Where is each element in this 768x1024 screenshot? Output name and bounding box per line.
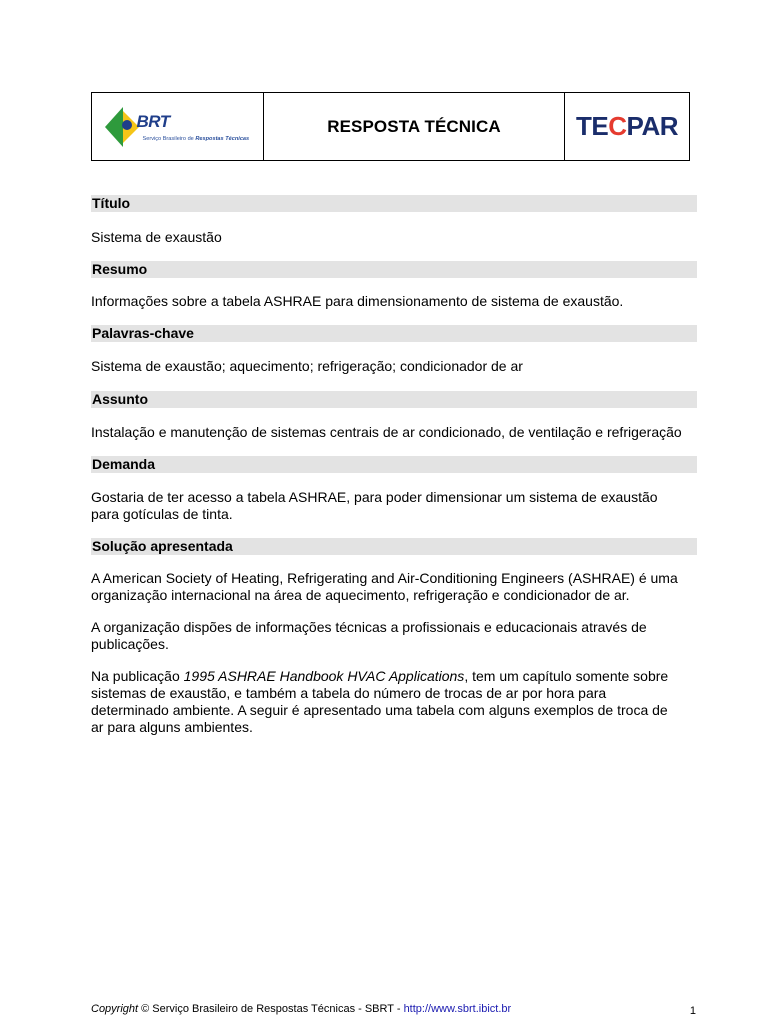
section-heading-demanda: Demanda — [91, 456, 697, 473]
solucao-p3-line3: determinado ambiente. A seguir é apresentado uma tabela com alguns exemplos de troca de — [91, 702, 668, 718]
solucao-p3-line2: sistemas de exaustão, e também a tabela do número de trocas de ar por hora para — [91, 685, 607, 701]
tecpar-logo: TECPAR — [576, 111, 678, 141]
book-title: 1995 ASHRAE Handbook HVAC Applications — [183, 668, 465, 684]
solucao-p2-line2: publicações. — [91, 636, 169, 652]
header-title-cell — [264, 93, 565, 160]
section-heading-palavras-chave: Palavras-chave — [91, 325, 697, 342]
sbrt-logo — [103, 105, 253, 149]
section-text-demanda-line1: Gostaria de ter acesso a tabela ASHRAE, para poder dimensionar um sistema de exaustão — [91, 489, 658, 505]
section-text-titulo: Sistema de exaustão — [91, 229, 222, 245]
section-heading-resumo: Resumo — [91, 261, 697, 278]
copyright-label: Copyright — [91, 1003, 139, 1015]
footer — [91, 1003, 697, 1015]
footer-text: © Serviço Brasileiro de Respostas Técnicas - SBRT - — [138, 1003, 404, 1015]
section-heading-assunto: Assunto — [91, 391, 697, 408]
section-text-assunto: Instalação e manutenção de sistemas centrais de ar condicionado, de ventilação e refrigeração — [91, 424, 682, 440]
sbrt-letters: BRT — [136, 111, 170, 131]
document-body — [91, 195, 697, 736]
section-text-palavras-chave: Sistema de exaustão; aquecimento; refrigeração; condicionador de ar — [91, 358, 523, 374]
section-heading-solucao: Solução apresentada — [91, 538, 697, 555]
page-title: RESPOSTA TÉCNICA — [327, 116, 501, 136]
sbrt-subtitle: Serviço Brasileiro de Respostas Técnicas — [142, 135, 250, 142]
solucao-p3-line4: ar para alguns ambientes. — [91, 719, 253, 735]
solucao-p1-line1: A American Society of Heating, Refrigerating and Air-Conditioning Engineers (ASHRAE) é uma — [91, 570, 678, 586]
solucao-p1-line2: organização internacional na área de aquecimento, refrigeração e condicionador de ar. — [91, 587, 630, 603]
solucao-p3-line1: Na publicação 1995 ASHRAE Handbook HVAC Applications, tem um capítulo somente sobre — [91, 668, 669, 684]
page-number: 1 — [689, 1005, 696, 1017]
section-heading-titulo: Título — [91, 195, 697, 212]
sbrt-logo-cell — [92, 93, 264, 160]
footer-link[interactable]: http://www.sbrt.ibict.br — [403, 1003, 512, 1015]
section-text-demanda-line2: para gotículas de tinta. — [91, 506, 233, 522]
header-table — [91, 92, 690, 161]
solucao-p2-line1: A organização dispões de informações técnicas a profissionais e educacionais através de — [91, 619, 647, 635]
tecpar-logo-cell — [565, 93, 689, 160]
section-text-resumo: Informações sobre a tabela ASHRAE para dimensionamento de sistema de exaustão. — [91, 293, 624, 309]
